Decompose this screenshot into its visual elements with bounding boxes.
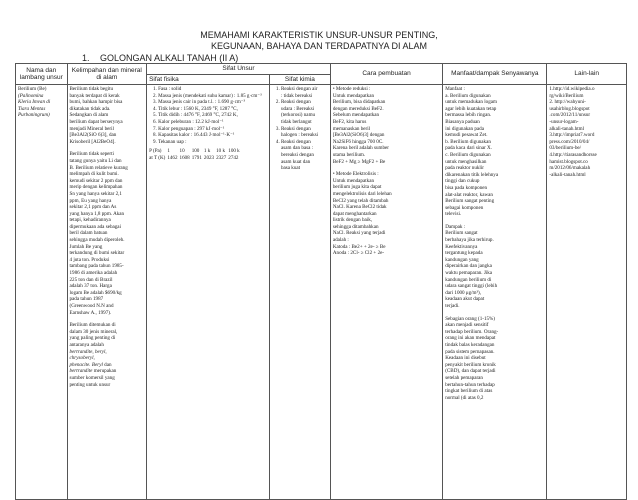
text-line: Sebagian orang (1-15%) <box>445 315 495 322</box>
text-line: dari 1000 μg/m³), <box>445 289 482 296</box>
text-line: Berilium, bisa didapatkan <box>332 99 386 106</box>
text-line: basa kuat <box>280 165 301 172</box>
conjunction: dan <box>104 361 112 368</box>
text-line: 2. Reaksi dengan <box>280 99 311 106</box>
text-line: Biasanya paduan <box>445 118 480 125</box>
text-line: keadaan akut dapat <box>445 296 485 303</box>
text-line: menjadi Mineral beril <box>69 125 114 132</box>
text-line: penting untuk unsur <box>69 381 111 388</box>
nama-line: Purbaningrum) <box>18 112 50 119</box>
text-line: tatang gunya yaitu Li dan <box>69 157 122 164</box>
reference-link[interactable]: 2. http://wahyuni- <box>549 99 586 106</box>
header-cara: Cara pembuatan <box>330 64 442 85</box>
temperature-value: 1608 <box>179 155 190 162</box>
reference-link[interactable]: press.com/2010/04/ <box>549 138 590 145</box>
text-line: adalah : <box>332 237 349 244</box>
header-sifat-kimia: Sifat kimia <box>269 74 330 85</box>
text-line: dikarenakan titik lelehnya <box>445 171 499 178</box>
pressure-value: 10 <box>179 148 185 155</box>
cell-manfaat <box>443 85 547 500</box>
text-line: NaCl. Karena BeCl2 tidak <box>332 204 387 211</box>
text-line: dipermukaan ada sebagai <box>69 223 121 230</box>
reference-link[interactable]: 1.http://id.wikipedia.o <box>549 86 595 92</box>
text-line: 4. Reaksi dengan <box>280 138 311 145</box>
reaction-equation: BeF2 + Mg ≥ MgF2 + Be <box>332 158 386 165</box>
text-line: untuk memadukan logam <box>445 99 497 106</box>
text-line: Keadaan ini disebut <box>445 355 486 362</box>
sifat-fisika-item: 7. Kalor penguapan : 297 kJ·mol⁻¹ <box>158 126 267 133</box>
temperature-value: 2742 <box>228 155 239 162</box>
text-line: Na2SiF6 hingga 700 0C. <box>332 138 384 145</box>
text-line: bermassa lebih ringan. <box>445 112 492 119</box>
temperature-value: 2327 <box>216 155 227 162</box>
text-line: berilium juga kita dapat <box>332 184 382 191</box>
text-line: udara sangat tinggi (lebih <box>445 283 498 290</box>
text-line: pada tahun 1987 <box>69 296 104 303</box>
text-line: Berilium sangat penting <box>445 198 495 205</box>
text-line: Untuk mendapatkan <box>332 92 375 99</box>
sifat-kimia-item <box>281 126 328 139</box>
reference-link[interactable]: usahirblog.blogspot <box>549 105 590 112</box>
text-line: tergantung kepada <box>445 250 483 257</box>
header-sifat-fisika: Sifat fisika <box>147 74 270 85</box>
cell-kelimpahan <box>67 85 147 500</box>
text-line: halogen : bereaksi <box>280 132 319 139</box>
text-line: pada reaktor nuklir <box>445 165 484 172</box>
text-line: ini digunakan pada <box>445 125 484 132</box>
text-line: dalam 30 jenis mineral, <box>69 328 118 335</box>
text-line: (CBD), dan dapat terjadi <box>445 368 496 375</box>
pressure-value: 10 k <box>216 148 225 155</box>
cell-lain-lain <box>547 85 627 500</box>
text-line: c. Berilium digunakan <box>445 151 491 158</box>
text-line: televisi. <box>445 211 462 218</box>
sifat-kimia-item <box>281 99 328 125</box>
text-line: Manfaat : <box>445 86 465 92</box>
text-line: tetapi, kehadirannya <box>69 217 111 224</box>
sifat-kimia-item <box>281 86 328 99</box>
pressure-value: 1 k <box>203 148 211 155</box>
text-line: Keefektivannya <box>445 243 478 250</box>
header-sifat-unsur: Sifat Unsur <box>147 64 331 75</box>
pressure-value: 1 <box>167 148 170 155</box>
nama-line: Tiara Mentas <box>18 105 46 112</box>
text-line: : tidak bereaksi <box>280 92 313 99</box>
text-line: waktu pemaparan. Jika <box>445 270 493 277</box>
text-line: asam dan basa : <box>280 145 314 152</box>
text-line: Sn yang hanya sekitar 2,1 <box>69 190 122 197</box>
vapor-pressure-table <box>149 148 242 162</box>
temperature-label: at T (K) <box>149 155 166 162</box>
text-line: BeCl2 yang telah ditambah <box>332 197 389 204</box>
text-line: Berilium tidak begitu <box>69 86 114 92</box>
text-line: Berilium sangat <box>445 230 478 237</box>
sifat-fisika-item: 1. Fasa : solid <box>158 86 267 93</box>
sifat-fisika-item: 8. Kapasitas kalor : 16.443 J·mol⁻¹·K⁻¹ <box>158 132 267 139</box>
pressure-value: 100 k <box>228 148 240 155</box>
text-line: Berilium tidak seperti <box>69 151 114 158</box>
text-line: berilium dapat berserynya <box>69 118 123 125</box>
text-line: berbahaya jika terhirup. <box>445 237 494 244</box>
text-line: bereaksi dengan <box>280 151 314 158</box>
text-line: tambang pada tahun 1985- <box>69 263 124 270</box>
text-line: B. Berilium relatieve kurang <box>69 164 128 171</box>
text-line: kandungan yang <box>445 256 479 263</box>
text-line: (terkorosi) namu <box>280 112 316 119</box>
text-line: Untuk mendapatkan <box>332 177 375 184</box>
text-line: memanaskan beril <box>332 125 371 132</box>
text-line: Berilium ditemukan di <box>69 322 116 329</box>
text-line: [Be3Al2(SiO6)3] dengan <box>332 132 385 139</box>
text-line: Sedangkan di alam <box>69 112 109 119</box>
text-line: agar lebih kuatakan tetap <box>445 105 497 112</box>
text-line: b. Berilium digunakan <box>445 138 491 145</box>
text-line: penyakit berilium kronik <box>445 361 496 368</box>
text-line: antaranya adalah <box>69 341 104 348</box>
text-line: Karena beril adalah sumber <box>332 145 389 152</box>
text-line: terjadi. <box>445 303 460 309</box>
text-line: dikatakan tidak ada. <box>69 105 111 112</box>
text-line: sekitar 2,1 ppm dan As <box>69 204 117 211</box>
reference-link[interactable]: hamist.blogspot.co <box>549 158 588 165</box>
temperature-value: 1791 <box>191 155 202 162</box>
reference-link[interactable]: rg/wiki/Berilium <box>549 92 584 99</box>
text-line: kemudi pesawat Zet. <box>445 132 488 139</box>
nama-line: (Palinomina <box>18 92 44 99</box>
text-line: 225 ton dan di Brazil <box>69 276 113 283</box>
text-line: [Be3Al2(SiO 6)3], dan <box>69 132 117 139</box>
section-label: GOLONGAN ALKALI TANAH (II A) <box>100 53 239 63</box>
text-line: 3. Reaksi dengan <box>280 125 311 132</box>
text-line: sumber komersil yang <box>69 374 115 381</box>
text-line: Krisoberil [Al2BeO4]. <box>69 138 116 145</box>
nama-line: Berilium (Be) <box>18 86 47 92</box>
text-line <box>70 368 145 375</box>
reaction-equation: Katoda : Be2+ + 2e- ≥ Be <box>332 243 386 250</box>
text-line: 1. Reaksi dengan air <box>280 86 318 92</box>
text-line: merip dengan kelimpahan <box>69 184 123 191</box>
text-line: • Metode reduksi : <box>332 86 371 92</box>
text-line: setelah pemaparan <box>445 374 483 381</box>
sifat-fisika-item: 6. Kalor peleburan : 12.2 kJ·mol⁻¹ <box>158 119 267 126</box>
kelimpahan-paragraph-3 <box>70 322 145 388</box>
kelimpahan-paragraph-2 <box>70 151 145 316</box>
text-line <box>70 362 145 369</box>
text-line: chrysoberyl, <box>69 355 95 362</box>
reference-link[interactable]: m/2012/06/makalah <box>549 165 591 172</box>
text-line: BeF2, kita harus <box>332 118 367 125</box>
reference-link[interactable]: -alkali-tanah.html <box>549 171 586 178</box>
mineral-name: phenacite. Beryl <box>69 361 103 368</box>
header-nama: Nama dan lambang unsur <box>16 64 68 85</box>
text-line: Dampak : <box>445 223 466 230</box>
text-line: tinggi dan cukup <box>445 178 480 185</box>
section-number: 1. <box>82 53 90 63</box>
text-line: udara : Bereaksi <box>280 105 315 112</box>
nama-line: Kleria Imvan di <box>18 99 51 106</box>
text-line: diperairkan dan jangka <box>445 263 492 270</box>
text-line: asam kuat dan <box>280 158 311 165</box>
reference-link[interactable]: 4.http://tiarasandhorsse <box>549 151 597 158</box>
sifat-fisika-item: 4. Titik lebur : 1560 K, 2349 °F, 1287 °C, <box>158 106 267 113</box>
text-line: Earnshaw A., 1997). <box>69 309 112 316</box>
cell-sifat-fisika <box>147 85 270 500</box>
text-line: beril dalam batuan <box>69 230 108 237</box>
manfaat-dampak <box>445 224 544 310</box>
text-line: a. Berilium digunakan <box>445 92 491 99</box>
header-kelimpahan: Kelimpahan dan mineral di alam <box>67 64 147 85</box>
section-heading <box>82 53 238 63</box>
text-line: melimpah di kulit bumi. <box>69 171 119 178</box>
reference-link[interactable]: 03/berilium-be/ <box>549 145 582 152</box>
header-manfaat: Manfaat/dampak Senyawanya <box>443 64 547 85</box>
text-line: kandungan berilium di <box>445 276 492 283</box>
sifat-fisika-item: 2. Massa jenis (mendekati suhu kamar) : 1.85 g·cm⁻³ <box>158 93 267 100</box>
text-line: terkandung di bumi sekitar <box>69 250 125 257</box>
text-line: logam Be adalah $690/kg <box>69 289 122 296</box>
text-line: bertrandite, beryl, <box>69 348 107 355</box>
text-line: tindak balas keradangan <box>445 341 495 348</box>
text-line: mengelektrolisis dari lelehan <box>332 190 392 197</box>
cara-reduksi <box>333 86 440 165</box>
cell-nama <box>16 85 68 500</box>
text-line: tidak berlangut <box>280 118 312 125</box>
temperature-value: 1462 <box>167 155 178 162</box>
text-line: • Metode Elektrolisis : <box>332 171 379 178</box>
text-line: yang hanya 1,8 ppm. Akan <box>69 210 125 217</box>
text-fragment: merupakan <box>93 368 117 375</box>
kelimpahan-paragraph-1 <box>70 86 145 145</box>
text-line: dapat menghantarkan <box>332 210 377 217</box>
manfaat-sensitivity <box>445 316 544 402</box>
mineral-name: bertrandite <box>69 368 93 375</box>
text-line: 4 juta ton. Produksi <box>69 256 110 263</box>
text-line: terhadap berilium. Orang- <box>445 328 499 335</box>
sifat-fisika-item: 9. Tekanan uap : <box>158 139 267 146</box>
header-lain: Lain-lain <box>547 64 627 85</box>
text-line: dengan mereduksi BeF2. <box>332 105 384 112</box>
pressure-label: P (Pa) <box>149 148 162 155</box>
text-line: pada kaca dari sinar X. <box>445 145 493 152</box>
reference-link[interactable]: .com/2012/11/unsur <box>549 112 591 119</box>
text-line: Jumlah Be yang <box>69 243 103 250</box>
text-line: sebagai komponen <box>445 204 484 211</box>
text-line: NaCl. Reaksi yang terjadi <box>332 230 386 237</box>
cell-sifat-kimia <box>269 85 330 500</box>
text-line: orang ini akan mendapat <box>445 335 496 342</box>
text-line: 1986 di amerika adalah <box>69 270 118 277</box>
text-line: sehingga ditambahkan <box>332 223 379 230</box>
text-line: banyak terdapat di kerak <box>69 92 120 99</box>
document-title <box>0 30 638 52</box>
text-line: listrik dengan baik, <box>332 217 373 224</box>
sifat-fisika-item: 5. Titik didih : 4476 °F, 2469 °C, 2742 K, <box>158 112 267 119</box>
text-line: bertahun-tahun terhadap <box>445 381 495 388</box>
temperature-value: 2023 <box>203 155 215 162</box>
sifat-kimia-list <box>272 86 328 172</box>
text-line: Sebelum mendapatkan <box>332 112 380 119</box>
manfaat-uses <box>445 86 544 218</box>
element-table <box>15 63 627 500</box>
text-line: akan menjadi sensitif <box>445 322 489 329</box>
text-line: normal (di atas 0,2 <box>445 394 484 401</box>
title-line-1: MEMAHAMI KARAKTERISTIK UNSUR-UNSUR PENTING, <box>200 30 438 40</box>
reaction-equation: Anoda : 2Cl- ≥ Cl2 + 2e- <box>332 250 385 257</box>
text-line: yang paling penting di <box>69 335 116 342</box>
text-line: bisa pada komponen <box>445 184 488 191</box>
text-line: pada sistem pernapasan. <box>445 348 495 355</box>
pressure-value: 100 <box>191 148 200 155</box>
text-line: tingkat berilium di atas <box>445 388 493 395</box>
sifat-kimia-item <box>281 139 328 172</box>
cell-cara-pembuatan <box>330 85 442 500</box>
title-line-2: KEGUNAAN, BAHAYA DAN TERDAPATNYA DI ALAM <box>210 41 428 51</box>
text-line: bumi, bahkan hampir bisa <box>69 99 123 106</box>
reference-link[interactable]: -unsur-logam- <box>549 118 579 125</box>
text-line: kemudi sekitar 2 ppm dan <box>69 177 123 184</box>
text-line: utama berilium. <box>332 151 366 158</box>
cara-elektrolisis <box>333 171 440 257</box>
reference-link[interactable]: alkali-tanah.html <box>549 125 585 132</box>
text-line: adalah 37 ton. Harga <box>69 283 112 290</box>
text-line: untuk menghasilkan <box>445 158 487 165</box>
text-line: ppm, Eu yang hanya <box>69 197 112 204</box>
text-line: (Greenwood N.N and <box>69 303 114 309</box>
sifat-fisika-list <box>149 86 267 145</box>
reference-link[interactable]: 3.http://impriat7.word <box>549 132 595 139</box>
text-line: alat-alat reaktor, kawan <box>445 191 493 198</box>
sifat-fisika-item: 3. Massa jenis cair in pada t.l. : 1.690 g·cm⁻³ <box>158 99 267 106</box>
text-line: sehingga mudah diperoleh. <box>69 237 125 244</box>
